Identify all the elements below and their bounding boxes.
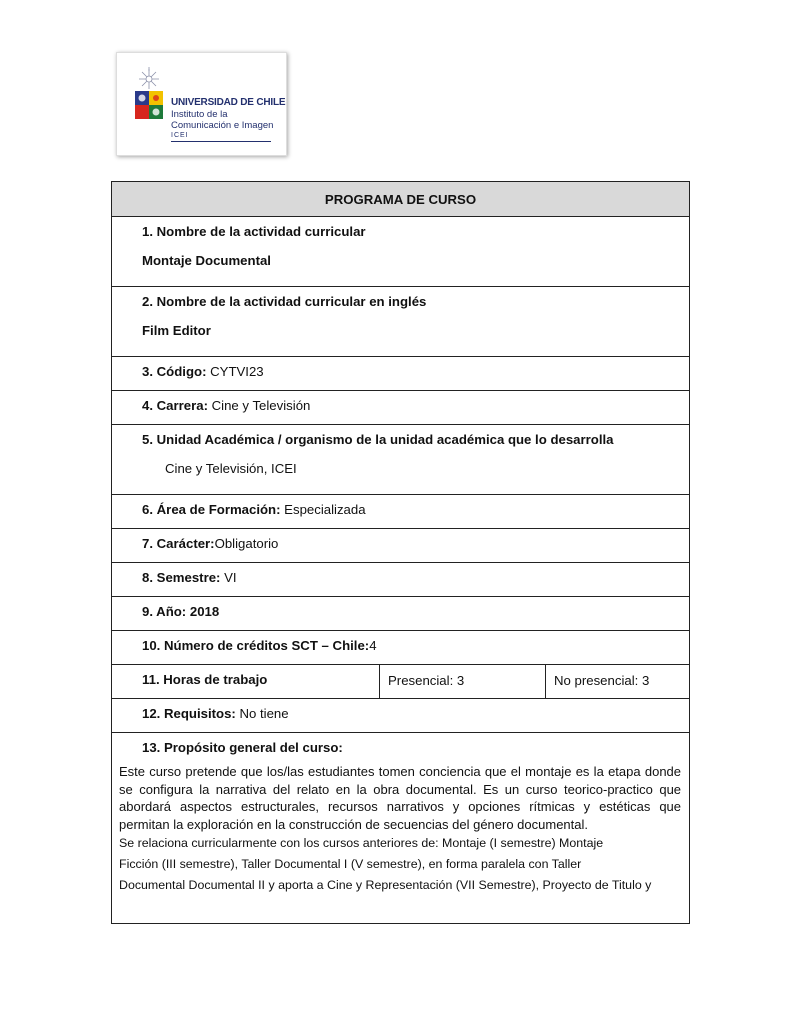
work-hours-label: 11. Horas de trabajo — [142, 672, 268, 687]
work-hours-cell — [112, 665, 380, 699]
semester-value: VI — [220, 570, 237, 585]
program-title: PROGRAMA DE CURSO — [112, 182, 690, 217]
career-value: Cine y Televisión — [207, 398, 311, 413]
remote-hours-cell — [546, 665, 690, 699]
career-label: 4. Carrera: — [142, 398, 208, 413]
code-cell — [112, 357, 690, 391]
requirements-value: No tiene — [235, 706, 289, 721]
academic-unit-value: Cine y Televisión, ICEI — [165, 461, 297, 476]
code-value: CYTVI23 — [206, 364, 264, 379]
course-name-english-cell — [112, 287, 690, 357]
academic-unit-cell — [112, 425, 690, 495]
course-program-table — [111, 181, 690, 924]
course-name-english-value: Film Editor — [142, 323, 211, 338]
career-cell — [112, 391, 690, 425]
course-name-value: Montaje Documental — [142, 253, 271, 268]
university-emblem-icon — [131, 67, 167, 129]
credits-value: 4 — [369, 638, 377, 653]
course-name-label: 1. Nombre de la actividad curricular — [142, 224, 366, 239]
character-label: 7. Carácter: — [142, 536, 215, 551]
code-label: 3. Código: — [142, 364, 207, 379]
curricular-relation-line-2: Ficción (III semestre), Taller Documental I (V semestre), en forma paralela con Taller — [119, 857, 582, 871]
training-area-label: 6. Área de Formación: — [142, 502, 281, 517]
logo-institute-line: Instituto de la — [171, 109, 228, 120]
semester-label: 8. Semestre: — [142, 570, 221, 585]
logo-acronym: ICEI — [171, 132, 189, 139]
curricular-relation-line-1: Se relaciona curricularmente con los cursos anteriores de: Montaje (I semestre) Montaje — [119, 836, 604, 850]
training-area-cell — [112, 495, 690, 529]
university-logo — [116, 52, 287, 156]
logo-university-name: UNIVERSIDAD DE CHILE — [171, 97, 286, 108]
requirements-label: 12. Requisitos: — [142, 706, 236, 721]
requirements-cell — [112, 699, 690, 733]
logo-institute-line-2: Comunicación e Imagen — [171, 120, 274, 131]
academic-unit-label: 5. Unidad Académica / organismo de la unidad académica que lo desarrolla — [142, 432, 614, 447]
character-value: Obligatorio — [214, 536, 279, 551]
remote-hours: No presencial: 3 — [554, 673, 650, 688]
character-cell — [112, 529, 690, 563]
training-area-value: Especializada — [280, 502, 366, 517]
year-label: 9. Año: 2018 — [142, 604, 220, 619]
semester-cell — [112, 563, 690, 597]
year-cell — [112, 597, 690, 631]
course-purpose-label: 13. Propósito general del curso: — [142, 740, 343, 755]
course-purpose-cell — [112, 733, 690, 924]
in-person-hours: Presencial: 3 — [388, 673, 465, 688]
logo-divider — [171, 141, 271, 142]
in-person-hours-cell — [380, 665, 546, 699]
credits-label: 10. Número de créditos SCT – Chile: — [142, 638, 370, 653]
credits-cell — [112, 631, 690, 665]
course-name-cell — [112, 217, 690, 287]
curricular-relation-line-3: Documental Documental II y aporta a Cine y Representación (VII Semestre), Proyecto de Titulo y — [119, 878, 652, 892]
course-name-english-label: 2. Nombre de la actividad curricular en inglés — [142, 294, 427, 309]
course-purpose-paragraph: Este curso pretende que los/las estudiantes tomen conciencia que el montaje es la etapa donde se configura la narrativa del relato en la obra documental. Es un curso teorico-practico que abordará aspectos estructurales, recursos narrativos y opciones rítmicas y estéticas que permitan la exploración en la construcción de secuencias del género documental. — [119, 764, 682, 832]
